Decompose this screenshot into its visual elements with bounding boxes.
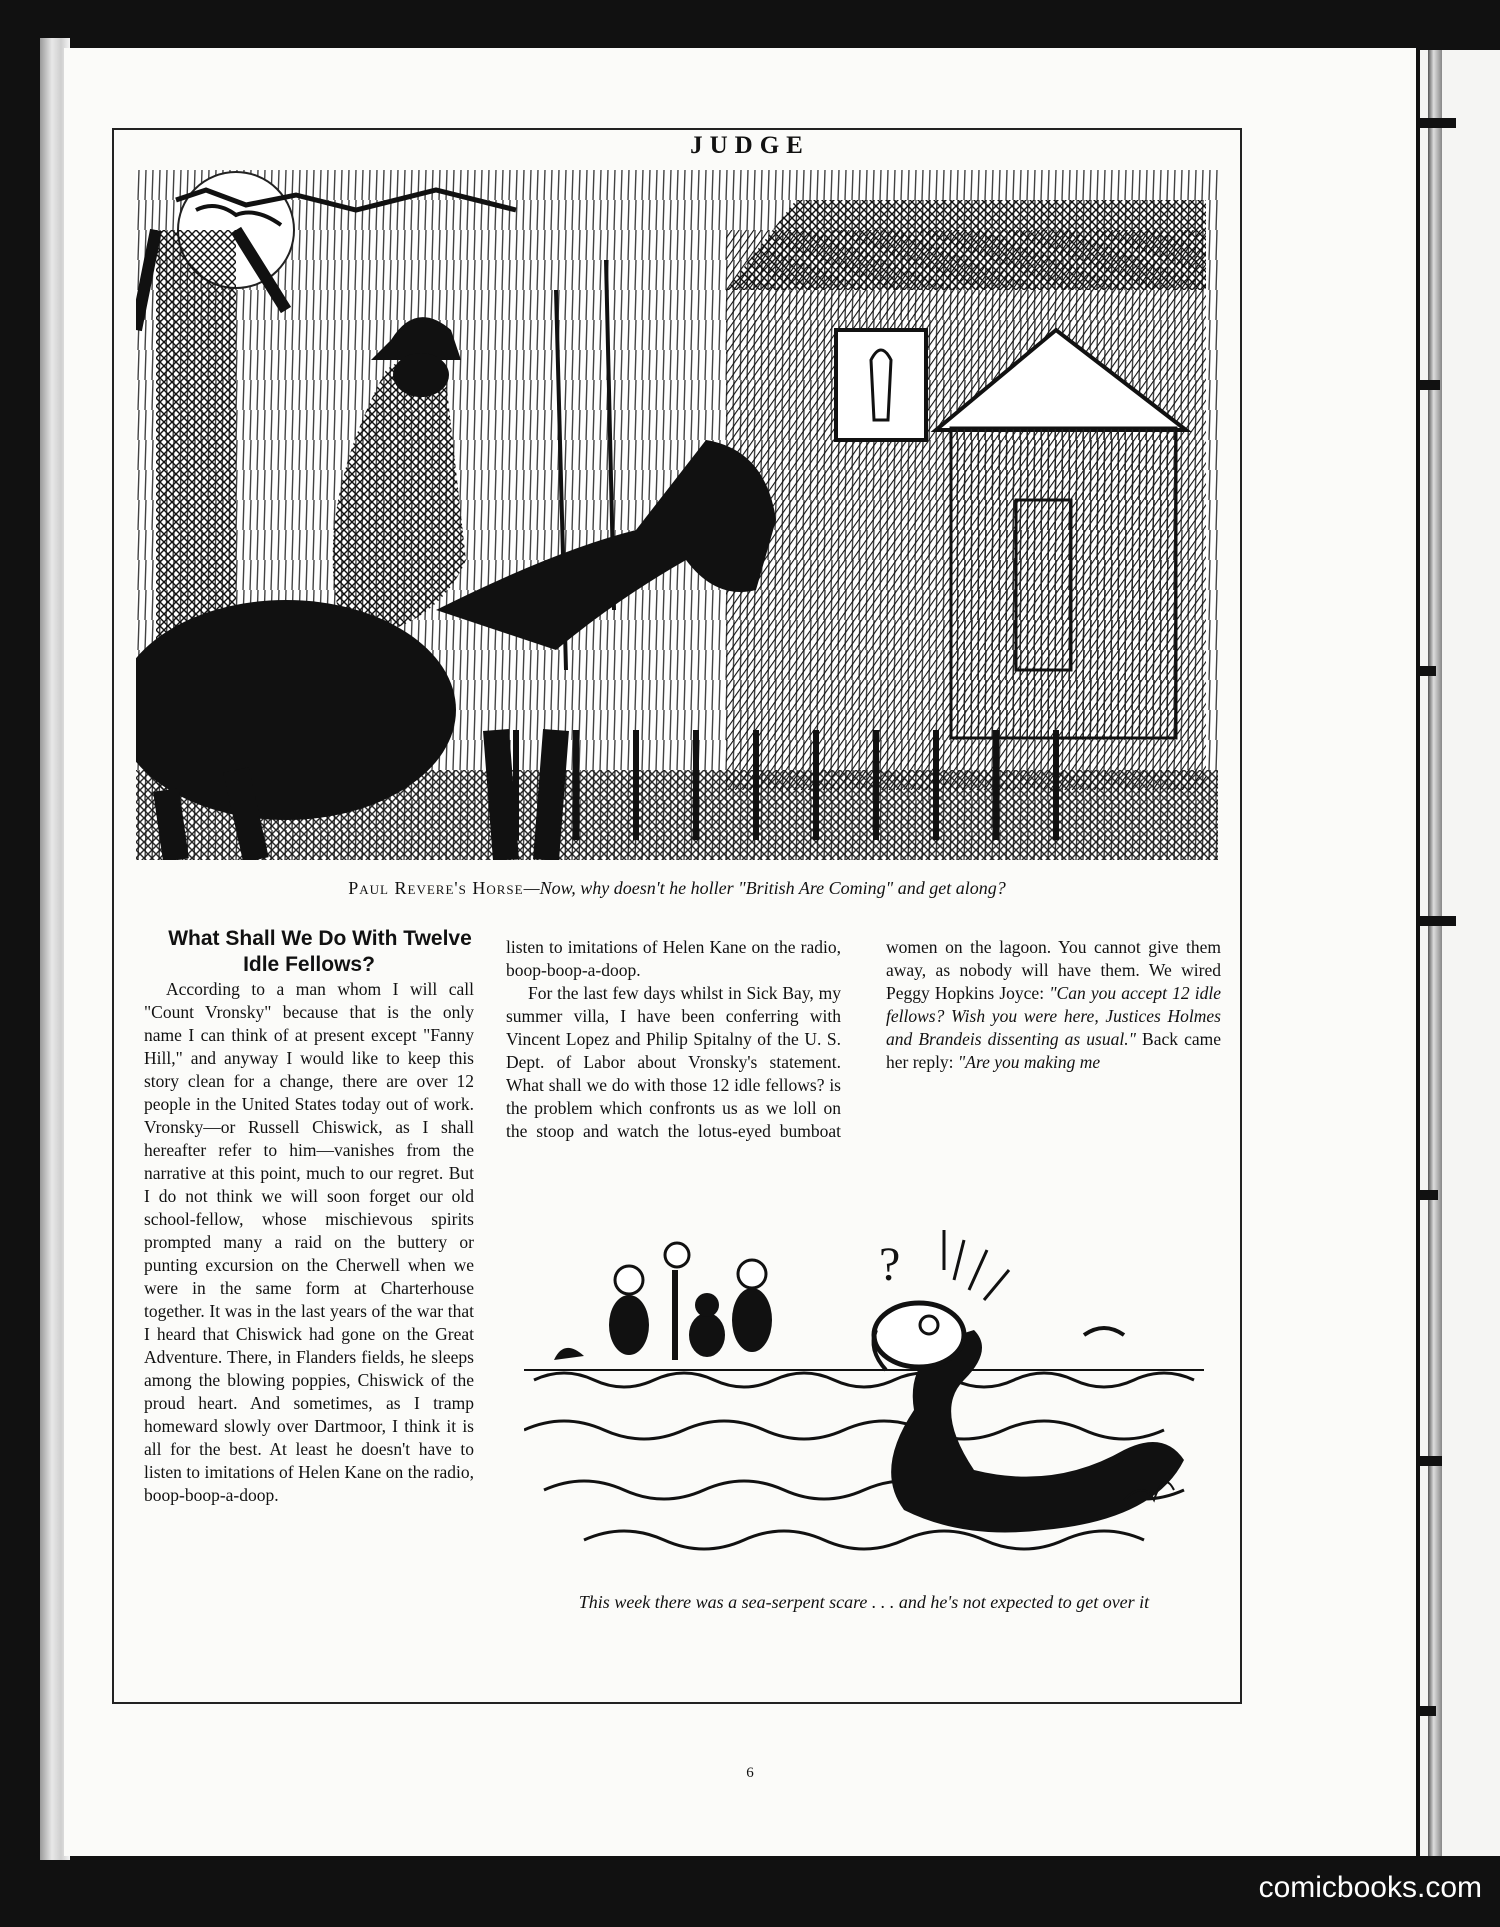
article-paragraph-1: According to a man whom I will call "Count Vronsky" because that is the only name I can think of at present except "Fanny Hill," and anyway I would like to keep this story clean for a change, there are over 12 people in the United States today out of work. Vronsky—or Russell Chiswick, as I shall hereafter refer to him—vanishes from the narrative at this point, much to our regret. But I do not think we will soon forget our old school-fellow, whose mischievous spirits prompted many a raid on the buttery or punting excursion on the Cherwell when we were in the same form at Charterhouse together. It was in the last years of the war that I heard that Chiswick had gone on the Great Adventure. There, in Flanders fields, he sleeps among the blowing poppies, Chiswick of the proud heart. And sometimes, as I tramp homeward slowly over Dartmoor, I think it is all for the best. At least he doesn't have to listen to imitations of Helen Kane on the radio, boop-boop-a-doop.	[144, 979, 474, 1505]
article-paragraph-1-continued: listen to imitations of Helen Kane on the radio, boop-boop-a-doop.	[506, 937, 841, 980]
facing-page-edge	[1420, 50, 1500, 1856]
masthead: JUDGE	[690, 132, 810, 159]
cartoon-caption	[114, 878, 1240, 899]
sea-serpent-caption: This week there was a sea-serpent scare . . . and he's not expected to get over it	[578, 1592, 1150, 1612]
site-watermark: comicbooks.com	[1258, 1871, 1482, 1904]
page-number: 6	[746, 1765, 754, 1781]
article-paragraph-2: For the last few days whilst in Sick Bay, my summer villa, I have been conferring with Vincent Lopez and Philip Spitalny of the U. S. Dept. of Labor about Vronsky's statement. What shall we do with those 12 idle fellows? is the problem which confronts us as we loll on the stoop and watch the lotus-eyed bumboat women on the lagoon. You cannot give them away, as nobody will have them. We wired Peggy Hopkins Joyce: "Can you accept 12 idle fellows? Wish you were here, Justices Holmes and Brandeis dissenting as usual." Back came her reply: "Are you making me	[506, 937, 1221, 1141]
sea-serpent-cartoon	[524, 1210, 1204, 1580]
bathers-group	[609, 1243, 772, 1360]
article-headline: What Shall We Do With Twelve Idle Fellows?	[168, 927, 472, 976]
question-mark: ?	[879, 1238, 901, 1291]
content-frame	[112, 128, 1242, 1704]
article-columns-2-3	[506, 936, 1221, 1152]
paul-revere-cartoon	[136, 170, 1218, 860]
caption-speaker: Paul Revere's Horse	[348, 878, 524, 898]
article-column-1	[144, 926, 474, 1706]
caption-text: —Now, why doesn't he holler "British Are Coming" and get along?	[523, 878, 1006, 898]
